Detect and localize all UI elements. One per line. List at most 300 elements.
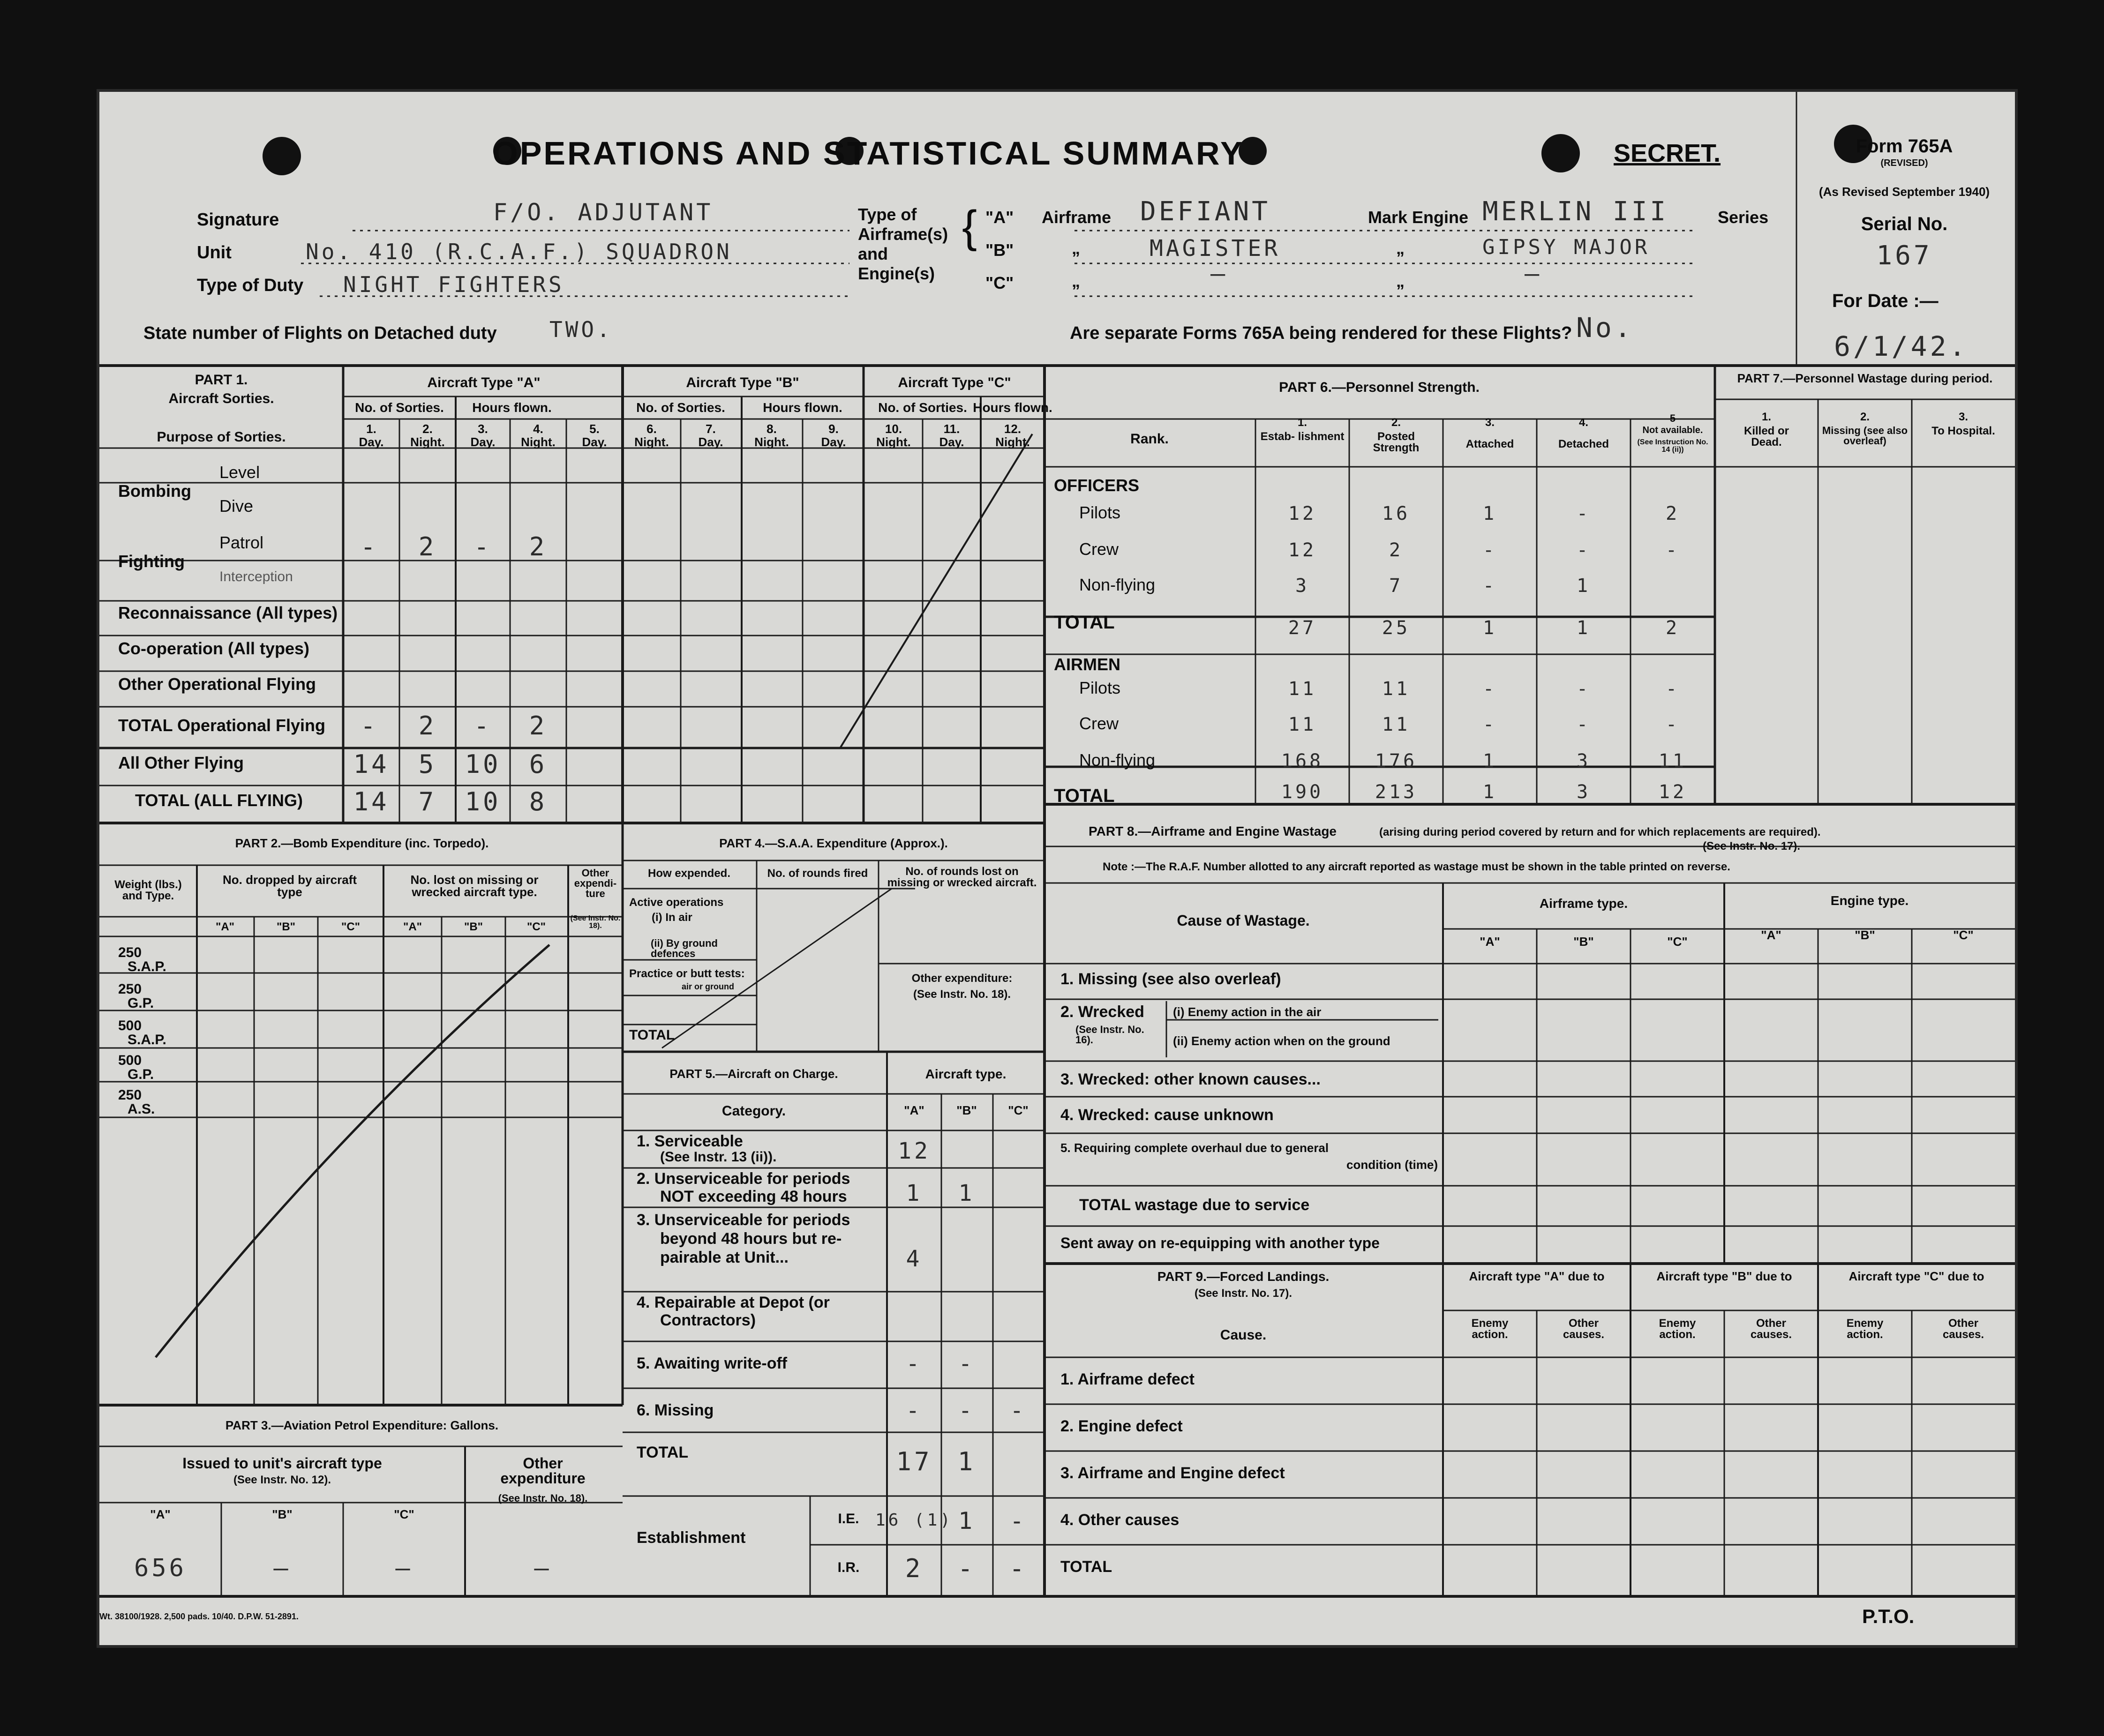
total-ops-label: TOTAL Operational Flying	[118, 716, 326, 735]
part6-rank: Rank.	[1130, 431, 1169, 447]
all-other-a-night: 5	[418, 749, 437, 779]
p5-r2-b: 1	[958, 1180, 975, 1206]
air-pilots-detached: -	[1576, 678, 1591, 700]
p9-b-enemy: Enemy action.	[1659, 1317, 1696, 1341]
p8-type-1: "A"	[1480, 935, 1500, 949]
pto-label: P.T.O.	[1862, 1605, 1915, 1627]
p8-sent: Sent away on re-equipping with another type	[1060, 1235, 1380, 1251]
col-num-11: 11.	[943, 422, 960, 436]
bomb-500-gp-type: G.P.	[128, 1067, 154, 1082]
p9-type-b: Aircraft type "B" due to	[1656, 1269, 1792, 1283]
duty-label: Type of Duty	[197, 276, 304, 295]
flights-label: State number of Flights on Detached duty	[143, 323, 497, 343]
part1-type-c: Aircraft Type "C"	[898, 375, 1011, 390]
off-crew-na: -	[1665, 539, 1680, 561]
petrol-a-value: 656	[134, 1554, 187, 1582]
part2-weight: Weight (lbs.) and Type.	[114, 878, 182, 902]
bombing-level-label: Level	[219, 463, 260, 482]
off-nonflying-attached: -	[1482, 575, 1497, 597]
p2-type-4: "A"	[403, 920, 422, 933]
col-num-2: 2.	[422, 422, 433, 436]
off-total-na: 2	[1665, 617, 1680, 639]
printer-imprint: Wt. 38100/1928. 2,500 pads. 10/40. D.P.W. 51-2891.	[99, 1612, 299, 1621]
airmen-crew-label: Crew	[1079, 714, 1119, 733]
total-all-a-day: 14	[353, 787, 390, 816]
air-crew-na: -	[1665, 714, 1680, 735]
p2-type-6: "C"	[526, 920, 546, 933]
p5-r6-a: -	[906, 1398, 923, 1424]
p8-r1: 1. Missing (see also overleaf)	[1060, 970, 1281, 988]
col-name-4: Night.	[521, 435, 556, 449]
total-all-a-hours-night: 8	[529, 787, 548, 816]
p7-col-name-2: Missing (see also overleaf)	[1822, 425, 1908, 447]
p5-ir-b: -	[957, 1554, 976, 1583]
part9-cause: Cause.	[1220, 1327, 1267, 1343]
p5-r1-sub: (See Instr. 13 (ii)).	[660, 1149, 777, 1165]
type-a-label: "A"	[985, 208, 1014, 227]
p8-r2b: (ii) Enemy action when on the ground	[1173, 1034, 1390, 1048]
col-name-11: Day.	[939, 435, 964, 449]
p5-r5-a: -	[906, 1351, 923, 1377]
part1-title: PART 1.	[195, 372, 248, 388]
off-crew-detached: -	[1576, 539, 1591, 561]
part4-ground: (ii) By ground defences	[651, 937, 718, 959]
part6-title: PART 6.—Personnel Strength.	[1279, 380, 1480, 395]
col-num-4: 4.	[533, 422, 543, 436]
p5-type-b: "B"	[956, 1103, 977, 1117]
off-pilots-posted: 16	[1382, 503, 1411, 524]
col-name-10: Night.	[876, 435, 911, 449]
air-nonflying-estab: 168	[1281, 750, 1324, 772]
hours-b: Hours flown.	[763, 400, 842, 415]
air-total-attached: 1	[1482, 781, 1497, 803]
p9-r3: 3. Airframe and Engine defect	[1060, 1464, 1285, 1482]
part1-purpose: Purpose of Sorties.	[157, 429, 286, 445]
part2-lost: No. lost on missing or wrecked aircraft type.	[410, 873, 539, 899]
p6-col-num-3: 3.	[1485, 416, 1495, 429]
air-nonflying-attached: 1	[1482, 750, 1497, 772]
p5-r2-label: 2. Unserviceable for periods	[637, 1170, 850, 1188]
off-total-estab: 27	[1288, 617, 1317, 639]
p5-ir-label: I.R.	[837, 1560, 860, 1575]
airmen-label: AIRMEN	[1054, 655, 1120, 674]
off-nonflying-detached: 1	[1576, 575, 1591, 597]
air-nonflying-na: 11	[1658, 750, 1687, 772]
total-ops-a-day: -	[360, 711, 379, 741]
p5-r4-sub: Contractors)	[660, 1311, 756, 1329]
sorties-c: No. of Sorties.	[878, 400, 967, 415]
bomb-250-sap-weight: 250	[118, 945, 142, 960]
off-pilots-detached: -	[1576, 503, 1591, 524]
air-pilots-posted: 11	[1382, 678, 1411, 700]
officers-total-label: TOTAL	[1054, 612, 1115, 633]
part8-cause: Cause of Wastage.	[1177, 912, 1310, 929]
p5-r4-label: 4. Repairable at Depot (or	[637, 1294, 830, 1311]
p6-col-name-4: Detached	[1558, 438, 1609, 450]
p6-col-num-5: 5	[1669, 412, 1676, 424]
p5-ie-label: I.E.	[838, 1511, 859, 1526]
petrol-b-value: —	[273, 1554, 291, 1582]
p9-a-enemy: Enemy action.	[1471, 1317, 1509, 1341]
part4-rounds: No. of rounds fired	[767, 867, 868, 880]
part5-title: PART 5.—Aircraft on Charge.	[669, 1067, 838, 1081]
p9-b-other: Other causes.	[1750, 1317, 1792, 1341]
p9-r1: 1. Airframe defect	[1060, 1370, 1195, 1388]
for-date-label: For Date :—	[1832, 291, 1939, 311]
ditto-b1: „	[1072, 239, 1080, 258]
part4-lost: No. of rounds lost on missing or wrecked aircraft.	[887, 865, 1037, 889]
serial-value: 167	[1876, 240, 1932, 271]
part9-title: PART 9.—Forced Landings.	[1157, 1269, 1330, 1284]
p5-r6-c: -	[1010, 1398, 1027, 1424]
air-crew-posted: 11	[1382, 714, 1411, 735]
airmen-nonflying-label: Non-flying	[1079, 750, 1156, 770]
part8-title: PART 8.—Airframe and Engine Wastage	[1089, 824, 1337, 838]
off-nonflying-estab: 3	[1295, 575, 1310, 597]
bomb-250-gp-type: G.P.	[128, 995, 154, 1011]
p9-c-other: Other causes.	[1942, 1317, 1984, 1341]
part5-category: Category.	[721, 1103, 786, 1119]
p8-type-2: "B"	[1573, 935, 1594, 949]
part4-active: Active operations	[629, 896, 724, 909]
p5-r2-a: 1	[906, 1180, 923, 1206]
total-ops-a-hours-day: -	[473, 711, 492, 741]
p5-r2-sub: NOT exceeding 48 hours	[660, 1188, 847, 1205]
p2-type-3: "C"	[341, 920, 361, 933]
col-num-9: 9.	[828, 422, 839, 436]
unit-value: No. 410 (R.C.A.F.) SQUADRON	[306, 239, 732, 264]
p3-type-b: "B"	[272, 1507, 293, 1521]
airframe-label-2: Airframe(s)	[858, 224, 948, 244]
air-total-na: 12	[1658, 781, 1687, 803]
ditto-c2: „	[1396, 271, 1405, 291]
air-total-detached: 3	[1576, 781, 1591, 803]
bomb-250-as-type: A.S.	[128, 1101, 155, 1117]
bomb-500-sap-weight: 500	[118, 1018, 142, 1033]
for-date-value: 6/1/42.	[1834, 330, 1969, 362]
p6-col-num-4: 4.	[1578, 416, 1589, 429]
p5-r5-b: -	[958, 1351, 975, 1377]
p5-r5-label: 5. Awaiting write-off	[637, 1354, 788, 1372]
p9-type-c: Aircraft type "C" due to	[1849, 1269, 1984, 1283]
engine-a: MERLIN III	[1482, 196, 1669, 227]
part3-other-note: (See Instr. No. 18).	[498, 1492, 588, 1504]
p5-ir-a: 2	[905, 1554, 924, 1583]
hours-a: Hours flown.	[472, 400, 552, 415]
signature-label: Signature	[197, 210, 279, 230]
p6-col-num-2: 2.	[1391, 416, 1401, 429]
p8-r5: 5. Requiring complete overhaul due to general	[1060, 1141, 1329, 1155]
p2-type-5: "B"	[464, 920, 483, 933]
officers-label: OFFICERS	[1054, 476, 1140, 495]
p8-r2-note: (See Instr. No. 16).	[1075, 1024, 1144, 1046]
part8-note: Note :—The R.A.F. Number allotted to any aircraft reported as wastage must be shown in the table printed on reverse.	[1103, 861, 1730, 873]
col-num-5: 5.	[589, 422, 600, 436]
part4-practice: Practice or butt tests:	[629, 967, 745, 980]
air-crew-detached: -	[1576, 714, 1591, 735]
col-name-12: Night.	[995, 435, 1030, 449]
part4-in-air: (i) In air	[652, 911, 692, 924]
bomb-250-sap-type: S.A.P.	[128, 959, 166, 974]
patrol-a-hours-night: 2	[529, 532, 548, 561]
part1-type-b: Aircraft Type "B"	[686, 375, 799, 390]
part2-other: Other expendi- ture	[574, 867, 617, 899]
patrol-a-hours-day: -	[473, 532, 492, 561]
p7-col-num-2: 2.	[1860, 411, 1870, 423]
off-crew-estab: 12	[1288, 539, 1317, 561]
bomb-500-sap-type: S.A.P.	[128, 1032, 166, 1048]
p5-type-a: "A"	[904, 1103, 924, 1117]
patrol-a-night: 2	[418, 532, 437, 561]
coop-label: Co-operation (All types)	[118, 639, 310, 658]
hours-c: Hours flown.	[973, 400, 1052, 415]
p3-type-a: "A"	[150, 1507, 171, 1521]
airframe-c: —	[1210, 260, 1228, 288]
p6-col-num-1: 1.	[1297, 416, 1307, 429]
p5-r3-sub2: pairable at Unit...	[660, 1249, 789, 1266]
airframe-word: Airframe	[1042, 208, 1112, 227]
part8-airframe-type: Airframe type.	[1539, 896, 1628, 911]
patrol-a-day: -	[360, 532, 379, 561]
part2-other-note: (See Instr. No. 18).	[570, 914, 621, 930]
p9-a-other: Other causes.	[1563, 1317, 1605, 1341]
secret-stamp: SECRET.	[1614, 139, 1721, 167]
type-b-label: "B"	[985, 240, 1014, 260]
p2-type-2: "B"	[276, 920, 296, 933]
part4-title: PART 4.—S.A.A. Expenditure (Approx.).	[719, 836, 948, 850]
other-ops-label: Other Operational Flying	[118, 674, 316, 694]
air-crew-estab: 11	[1288, 714, 1317, 735]
part4-other: Other expenditure:	[911, 972, 1013, 985]
fighting-patrol-label: Patrol	[219, 533, 264, 552]
part4-practice-note: air or ground	[682, 982, 734, 991]
p8-type-3: "C"	[1667, 935, 1688, 949]
air-pilots-attached: -	[1482, 678, 1497, 700]
petrol-other-value: —	[534, 1554, 552, 1582]
col-name-9: Day.	[821, 435, 846, 449]
sorties-b: No. of Sorties.	[636, 400, 725, 415]
col-name-3: Day.	[470, 435, 496, 449]
part8-title-note2: (See Instr. No. 17).	[1703, 840, 1801, 853]
signature-value: F/O. ADJUTANT	[493, 199, 714, 226]
p6-col-name-2: Posted Strength	[1373, 430, 1420, 454]
p8-r2a: (i) Enemy action in the air	[1173, 1005, 1322, 1019]
off-nonflying-posted: 7	[1389, 575, 1404, 597]
p5-total-label: TOTAL	[637, 1444, 689, 1461]
col-num-12: 12.	[1004, 422, 1022, 436]
p5-type-c: "C"	[1008, 1103, 1029, 1117]
airframe-label-1: Type of	[858, 205, 917, 224]
p5-ie-b: 1	[958, 1507, 976, 1534]
p6-col-name-3: Attached	[1465, 438, 1514, 450]
part3-other: Other expenditure	[500, 1455, 586, 1487]
p5-total-b: 1	[957, 1447, 976, 1476]
col-name-7: Day.	[698, 435, 723, 449]
p8-type-5: "B"	[1855, 928, 1875, 942]
p5-r1-label: 1. Serviceable	[637, 1132, 743, 1150]
off-pilots-na: 2	[1665, 503, 1680, 524]
col-name-5: Day.	[582, 435, 607, 449]
air-pilots-estab: 11	[1288, 678, 1317, 700]
p5-r3-label: 3. Unserviceable for periods	[637, 1211, 850, 1229]
col-name-6: Night.	[634, 435, 669, 449]
form-title: OPERATIONS AND STATISTICAL SUMMARY	[492, 135, 1244, 172]
part2-title: PART 2.—Bomb Expenditure (inc. Torpedo).	[235, 836, 489, 850]
part4-other-note: (See Instr. No. 18).	[913, 988, 1011, 1001]
unit-label: Unit	[197, 243, 232, 262]
bombing-dive-label: Dive	[219, 496, 254, 516]
p6-col5-note: (See Instruction No. 14 (ii))	[1637, 438, 1708, 454]
p7-col-num-1: 1.	[1761, 411, 1772, 423]
part3-issued: Issued to unit's aircraft type	[182, 1455, 382, 1472]
series-word: Series	[1718, 208, 1769, 227]
petrol-c-value: —	[395, 1554, 413, 1582]
p8-r4: 4. Wrecked: cause unknown	[1060, 1106, 1274, 1124]
p3-type-c: "C"	[394, 1507, 414, 1521]
p9-r4: 4. Other causes	[1060, 1511, 1180, 1529]
form-765a-page	[99, 92, 2015, 1645]
p7-col-name-3: To Hospital.	[1931, 425, 1995, 437]
air-nonflying-detached: 3	[1576, 750, 1591, 772]
engine-b: GIPSY MAJOR	[1482, 235, 1650, 259]
off-crew-attached: -	[1482, 539, 1497, 561]
off-pilots-estab: 12	[1288, 503, 1317, 524]
p8-r3: 3. Wrecked: other known causes...	[1060, 1070, 1321, 1088]
p5-ir-c: -	[1009, 1554, 1028, 1583]
recon-label: Reconnaissance (All types)	[118, 603, 338, 622]
part8-title-note: (arising during period covered by return and for which replacements are required).	[1379, 826, 1821, 838]
p5-ie-a: 16 (1)	[875, 1511, 954, 1530]
p7-col-name-1: Killed or Dead.	[1743, 425, 1789, 449]
form-revision-date: (As Revised September 1940)	[1818, 185, 1990, 199]
col-num-1: 1.	[366, 422, 376, 436]
p7-col-num-3: 3.	[1958, 411, 1969, 423]
all-other-a-hours-day: 10	[465, 749, 501, 779]
p8-type-6: "C"	[1953, 928, 1974, 942]
airframe-label-4: Engine(s)	[858, 264, 935, 283]
bomb-500-gp-weight: 500	[118, 1053, 142, 1068]
off-total-posted: 25	[1382, 617, 1411, 639]
separate-forms-label: Are separate Forms 765A being rendered for these Flights?	[1070, 323, 1572, 343]
bombing-label: Bombing	[118, 481, 191, 501]
ditto-c1: „	[1072, 271, 1080, 291]
part1-type-a: Aircraft Type "A"	[427, 375, 541, 390]
col-name-1: Day.	[359, 435, 384, 449]
p5-establishment-label: Establishment	[637, 1529, 746, 1547]
air-crew-attached: -	[1482, 714, 1497, 735]
col-name-2: Night.	[410, 435, 445, 449]
air-pilots-na: -	[1665, 678, 1680, 700]
separate-forms-value: No.	[1576, 312, 1634, 344]
p8-r2: 2. Wrecked	[1060, 1003, 1144, 1021]
p8-total: TOTAL wastage due to service	[1079, 1196, 1310, 1214]
all-other-a-hours-night: 6	[529, 749, 548, 779]
part8-engine-type: Engine type.	[1830, 893, 1909, 908]
p5-ie-c: -	[1009, 1507, 1027, 1534]
serial-label: Serial No.	[1861, 214, 1948, 234]
part5-aircraft-type: Aircraft type.	[925, 1067, 1007, 1081]
airframe-b: MAGISTER	[1150, 235, 1281, 262]
air-nonflying-posted: 176	[1375, 750, 1418, 772]
ditto-b2: „	[1396, 239, 1405, 258]
col-num-8: 8.	[766, 422, 777, 436]
all-other-label: All Other Flying	[118, 753, 244, 772]
p9-c-enemy: Enemy action.	[1846, 1317, 1884, 1341]
p8-type-4: "A"	[1761, 928, 1781, 942]
p6-col-name-5: Not available.	[1642, 425, 1703, 435]
part9-title-note: (See Instr. No. 17).	[1194, 1287, 1292, 1300]
mark-engine-word: Mark Engine	[1368, 208, 1469, 227]
form-number: Form 765A	[1856, 136, 1953, 157]
bomb-250-gp-weight: 250	[118, 981, 142, 997]
p5-r6-label: 6. Missing	[637, 1401, 714, 1419]
sorties-a: No. of Sorties.	[355, 400, 444, 415]
total-all-a-hours-day: 10	[465, 787, 501, 816]
brace: {	[962, 202, 977, 252]
off-crew-posted: 2	[1389, 539, 1404, 561]
form-revised: (REVISED)	[1880, 158, 1928, 168]
part2-dropped: No. dropped by aircraft type	[222, 873, 357, 899]
p5-r6-b: -	[958, 1398, 975, 1424]
col-name-8: Night.	[754, 435, 789, 449]
p2-type-1: "A"	[215, 920, 235, 933]
p5-r3-sub: beyond 48 hours but re-	[660, 1230, 842, 1248]
punch-hole-left	[263, 137, 301, 175]
col-num-10: 10.	[885, 422, 902, 436]
col-num-3: 3.	[478, 422, 488, 436]
airmen-total-label: TOTAL	[1054, 786, 1115, 806]
p9-r2: 2. Engine defect	[1060, 1417, 1183, 1435]
p5-total-a: 17	[896, 1447, 932, 1476]
airmen-pilots-label: Pilots	[1079, 678, 1121, 697]
part7-title: PART 7.—Personnel Wastage during period.	[1737, 371, 1993, 385]
airframe-a: DEFIANT	[1140, 196, 1271, 227]
total-ops-a-hours-night: 2	[529, 711, 548, 741]
p8-r5b: condition (time)	[1346, 1158, 1438, 1172]
airframe-label-3: and	[858, 244, 888, 263]
off-pilots-attached: 1	[1482, 503, 1497, 524]
type-c-label: "C"	[985, 273, 1014, 292]
p6-col-name-1: Estab- lishment	[1260, 430, 1345, 443]
bomb-250-as-weight: 250	[118, 1087, 142, 1103]
part3-issued-note: (See Instr. No. 12).	[233, 1474, 331, 1486]
fighting-intercept-label: Interception	[219, 569, 293, 584]
part1-subtitle: Aircraft Sorties.	[168, 391, 274, 406]
fighting-label: Fighting	[118, 552, 185, 571]
p5-r1-a: 12	[898, 1138, 931, 1164]
officers-nonflying-label: Non-flying	[1079, 575, 1156, 594]
air-total-estab: 190	[1281, 781, 1324, 803]
p9-total: TOTAL	[1060, 1558, 1112, 1576]
off-total-detached: 1	[1576, 617, 1591, 639]
part4-total: TOTAL	[629, 1027, 675, 1043]
col-num-7: 7.	[706, 422, 716, 436]
part3-title: PART 3.—Aviation Petrol Expenditure: Gallons.	[225, 1418, 499, 1432]
p9-type-a: Aircraft type "A" due to	[1469, 1269, 1605, 1283]
flights-value: TWO.	[549, 317, 613, 342]
total-all-label: TOTAL (ALL FLYING)	[135, 791, 303, 810]
total-ops-a-night: 2	[418, 711, 437, 741]
punch-hole-right-1	[1541, 134, 1580, 172]
off-total-attached: 1	[1482, 617, 1497, 639]
col-num-6: 6.	[646, 422, 657, 436]
air-total-posted: 213	[1375, 781, 1418, 803]
part4-how: How expended.	[647, 867, 731, 880]
total-all-a-night: 7	[418, 787, 437, 816]
duty-value: NIGHT FIGHTERS	[343, 272, 564, 297]
officers-crew-label: Crew	[1079, 539, 1119, 559]
officers-pilots-label: Pilots	[1079, 503, 1121, 522]
